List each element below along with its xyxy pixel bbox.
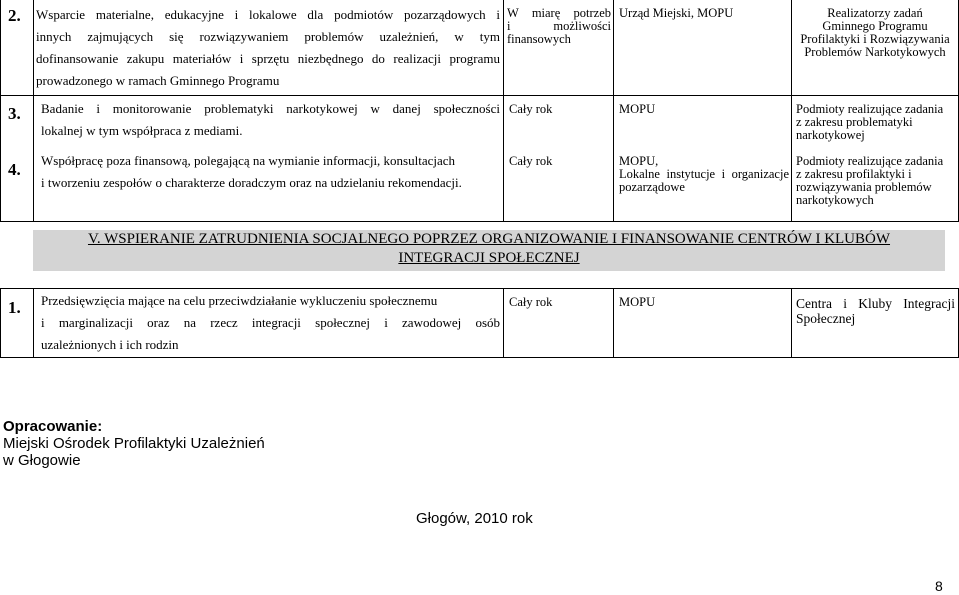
table-border [613,288,614,358]
recipients-cell [796,155,943,207]
task-line: uzależnionych i ich rodzin [41,337,179,352]
task-line: dofinansowanie zakupu materiałów i sprzętu niezbędnego do realizacji programu [36,51,500,66]
table-border [0,357,959,358]
recipients-line: rozwiązywania problemów [796,180,932,194]
prepared-city: w Głogowie [3,452,81,469]
term-line: i możliwości [507,19,611,33]
task-line: i marginalizacji oraz na rzecz integracji społecznej i zawodowej osób [41,315,500,330]
recipients-cell [796,296,955,326]
recipients-line: Podmioty realizujące zadania [796,102,944,116]
recipients-line: Profilaktyki i Rozwiązywania [800,32,950,46]
table-border [0,221,959,222]
section-heading-line: INTEGRACJI SPOŁECZNEJ [398,250,580,266]
responsible-cell: MOPU [619,102,656,116]
recipients-line: Społecznej [796,311,856,326]
table-border [33,288,34,358]
term-cell: Cały rok [509,295,553,309]
term-cell: Cały rok [509,102,553,116]
recipients-cell [796,103,943,142]
section-heading [33,230,945,271]
recipients-line: Centra i Kluby Integracji [796,296,955,311]
recipients-line: Podmioty realizujące zadania [796,154,944,168]
table-border [0,288,1,358]
task-line: innych zajmujących się rozwiązywaniem problemów uzależnień, w tym [36,29,500,44]
table-border [0,288,959,289]
recipients-line: narkotykowych [796,193,874,207]
prepared-organization: Miejski Ośrodek Profilaktyki Uzależnień [3,435,265,452]
responsible-line: MOPU, [619,154,659,168]
task-line: Wsparcie materialne, edukacyjne i lokalowe dla podmiotów pozarządowych i [36,7,500,22]
responsible-cell: Urząd Miejski, MOPU [619,6,734,20]
task-line: Badanie i monitorowanie problematyki narkotykowej w danej społeczności [41,101,500,116]
recipients-line: narkotykowej [796,128,865,142]
recipients-line: z zakresu problematyki [796,115,913,129]
responsible-cell [619,155,789,194]
term-cell [507,7,611,46]
row-number: 3. [8,104,21,123]
table-border [33,0,34,222]
task-line: Współpracę poza finansową, polegającą na wymianie informacji, konsultacjach [41,153,456,168]
table-border [0,0,1,222]
page-number: 8 [935,578,943,594]
row-number: 1. [8,298,21,317]
task-description [41,98,500,142]
task-line: i tworzeniu zespołów o charakterze doradczym oraz na udzielaniu rekomendacji. [41,175,462,190]
term-line: W miarę potrzeb [507,6,611,20]
table-border [791,288,792,358]
task-description [36,4,500,92]
section-heading-line: V. WSPIERANIE ZATRUDNIENIA SOCJALNEGO POPRZEZ ORGANIZOWANIE I FINANSOWANIE CENTRÓW I KLUBÓW [87,231,891,247]
row-number: 4. [8,160,21,179]
task-line: lokalnej w tym współpraca z mediami. [41,123,243,138]
table-border [0,95,959,96]
recipients-line: Realizatorzy zadań [827,6,923,20]
responsible-line: pozarządowe [619,180,685,194]
place-date: Głogów, 2010 rok [416,510,533,527]
recipients-line: z zakresu profilaktyki i [796,167,912,181]
table-border [503,0,504,222]
table-border [791,0,792,222]
responsible-line: Lokalne instytucje i organizacje [619,167,789,181]
responsible-cell: MOPU [619,295,656,309]
term-cell: Cały rok [509,154,553,168]
prepared-label: Opracowanie: [3,418,103,435]
prepared-by [3,418,265,469]
table-border [503,288,504,358]
task-description [41,150,500,194]
table-border [613,0,614,222]
task-line: Przedsięwzięcia mające na celu przeciwdziałanie wykluczeniu społecznemu [41,293,438,308]
recipients-line: Gminnego Programu [822,19,928,33]
row-number: 2. [8,6,21,25]
term-line: finansowych [507,32,571,46]
task-description [41,290,500,356]
recipients-line: Problemów Narkotykowych [804,45,946,59]
task-line: prowadzonego w ramach Gminnego Programu [36,73,280,88]
recipients-cell [793,7,957,59]
